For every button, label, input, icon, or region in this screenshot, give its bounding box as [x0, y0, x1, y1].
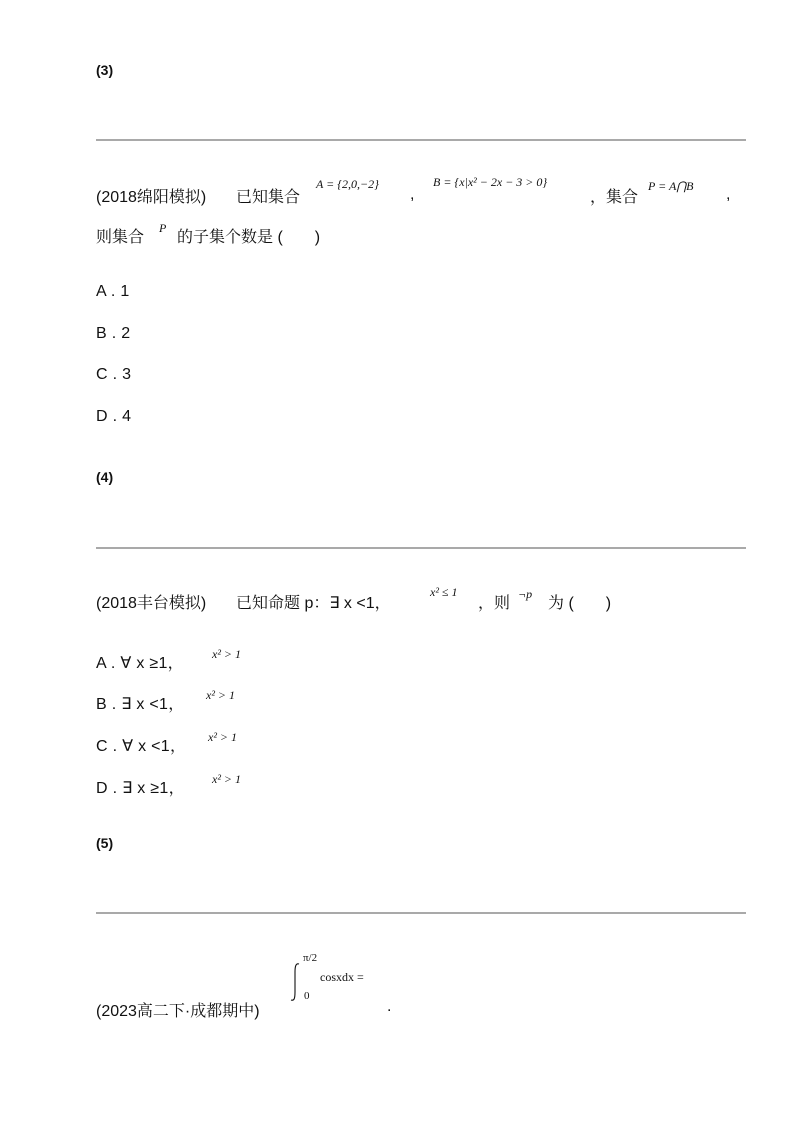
set-b-formula: B = {x|x² − 2x − 3 > 0}	[433, 175, 548, 189]
option-a: A . 1	[96, 283, 130, 300]
question-source: (2023高二下·成都期中)	[96, 1003, 260, 1020]
question-stem-text: 则集合	[96, 229, 145, 246]
option-a: A . ∀ x ≥1，	[96, 655, 184, 672]
condition-formula: x² ≤ 1	[430, 585, 458, 599]
question-number: (3)	[96, 62, 114, 78]
option-d: D . 4	[96, 408, 132, 425]
question-stem-text: ，则	[478, 595, 511, 612]
option-c-formula: x² > 1	[208, 730, 238, 744]
divider	[96, 912, 746, 914]
question-stem-text: ，集合	[590, 189, 639, 206]
option-b: B . ∃ x <1，	[96, 696, 185, 713]
integral-lower-limit: 0	[304, 990, 310, 1002]
question-stem-text: 为 ( )	[548, 595, 612, 612]
comma: ,	[726, 186, 731, 203]
question-source: (2018绵阳模拟)	[96, 189, 207, 206]
set-a-formula: A = {2,0,−2}	[316, 177, 379, 191]
question-number: (4)	[96, 469, 114, 485]
question-stem-text: 已知命题 p：∃ x <1，	[236, 595, 391, 612]
question-stem-text: 的子集个数是 ( )	[177, 229, 321, 246]
option-c: C . ∀ x <1，	[96, 738, 187, 755]
comma: ,	[410, 186, 415, 203]
integrand: cosxdx =	[320, 970, 364, 984]
option-d-formula: x² > 1	[212, 772, 242, 786]
negation-p: ¬p	[518, 587, 533, 601]
divider	[96, 139, 746, 141]
option-a-formula: x² > 1	[212, 647, 242, 661]
integral-formula	[290, 952, 380, 1008]
option-d: D . ∃ x ≥1，	[96, 780, 185, 797]
integral-upper-limit: π/2	[303, 952, 318, 964]
divider	[96, 547, 746, 549]
option-c: C . 3	[96, 366, 132, 383]
question-stem-text: 已知集合	[236, 189, 301, 206]
question-source: (2018丰台模拟)	[96, 595, 207, 612]
option-b: B . 2	[96, 325, 131, 342]
var-p: P	[159, 221, 167, 235]
option-b-formula: x² > 1	[206, 688, 236, 702]
question-number: (5)	[96, 835, 114, 851]
answer-blank-end: .	[387, 998, 392, 1015]
set-p-formula: P = A⋂B	[648, 179, 694, 193]
integral-sign-icon	[290, 962, 302, 1002]
